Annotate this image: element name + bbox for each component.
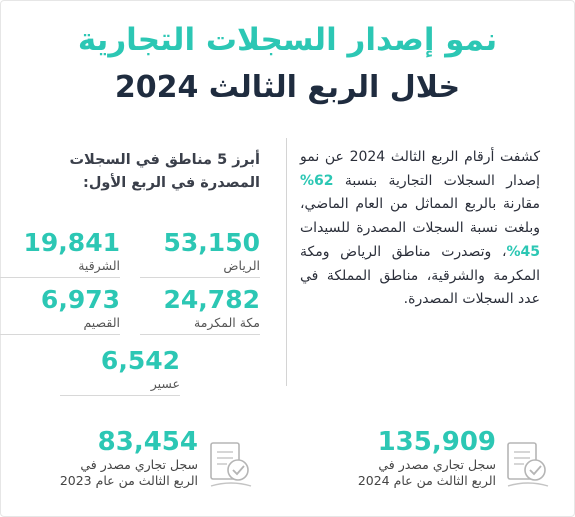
region-makkah: 24,782 مكة المكرمة [140, 285, 260, 335]
women-percent: 45% [506, 243, 540, 260]
region-riyadh: 53,150 الرياض [140, 228, 260, 278]
summary-paragraph: كشفت أرقام الربع الثالث 2024 عن نمو إصدار السجلات التجارية بنسبة 62% مقارنة بالربع المماثل من العام الماضي، وبلغت نسبة السجلات المصدرة للسيدات 45%، وتصدرت مناطق الرياض ومكة المكرمة والشرقية، مناطق المملكة في عدد السجلات المصدرة. [300, 149, 540, 308]
region-asir: 6,542 عسير [60, 346, 180, 396]
headline-title: نمو إصدار السجلات التجارية [77, 22, 498, 58]
certificate-check-icon [505, 440, 551, 492]
region-qassim: 6,973 القصيم [0, 285, 120, 335]
column-divider [286, 138, 287, 386]
region-eastern: 19,841 الشرقية [0, 228, 120, 278]
growth-percent: 62% [300, 172, 334, 189]
regions-heading: أبرز 5 مناطق في السجلات المصدرة في الربع الأول: [69, 152, 260, 191]
stat-q3-2024: 135,909 سجل تجاري مصدر في الربع الثالث من عام 2024 [357, 427, 496, 488]
stat-q3-2023: 83,454 سجل تجاري مصدر في الربع الثالث من عام 2023 [59, 427, 198, 488]
certificate-check-icon [208, 440, 254, 492]
headline-subtitle: خلال الربع الثالث 2024 [114, 70, 461, 105]
